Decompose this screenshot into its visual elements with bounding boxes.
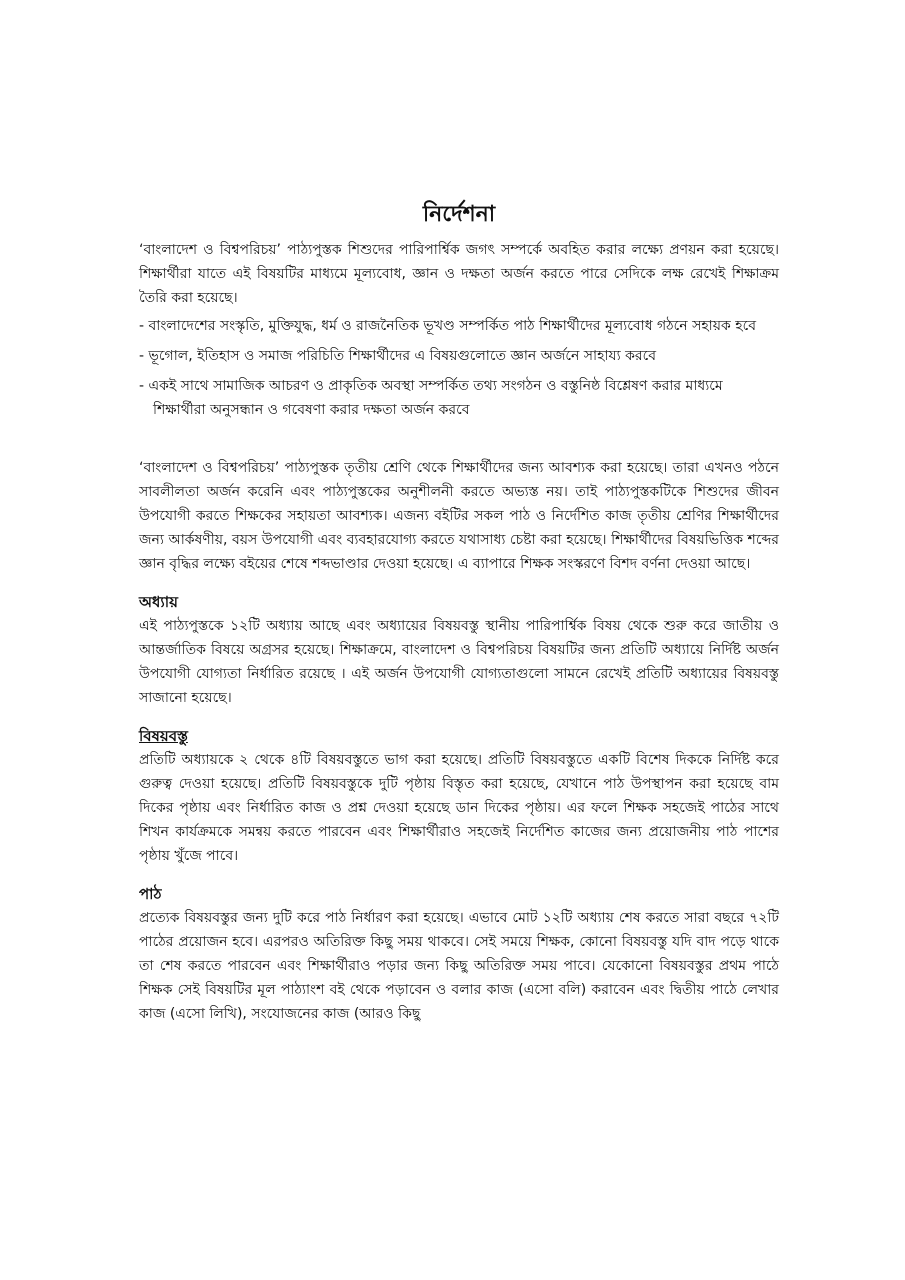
page-title: নির্দেশনা (422, 202, 496, 227)
list-item: - বাংলাদেশের সংস্কৃতি, মুক্তিযুদ্ধ, ধর্ম ও রাজনৈতিক ভূখণ্ড সম্পর্কিত পাঠ শিক্ষার্থীদের মূল্যবোধ গঠনে সহায়ক হবে (139, 318, 757, 334)
spacer (139, 428, 779, 456)
list-item: - একই সাথে সামাজিক আচরণ ও প্রাকৃতিক অবস্থা সম্পর্কিত তথ্য সংগঠন ও বস্তুনিষ্ঠ বিশ্লেষণ করার মাধ্যমে শিক্ষার্থীরা অনুসন্ধান ও গবেষণা করার দক্ষতা অর্জন করবে (139, 378, 723, 418)
section-heading-lesson: পাঠ (139, 885, 162, 903)
section-text-chapter: এই পাঠ্যপুস্তকে ১২টি অধ্যায় আছে এবং অধ্যায়ের বিষয়বস্তু স্থানীয় পারিপার্শ্বিক বিষয় থেকে শুরু করে জাতীয় ও আন্তর্জাতিক বিষয়ে অগ্রসর হয়েছে। শিক্ষাক্রমে, বাংলাদেশ ও বিশ্বপরিচয় বিষয়টির জন্য প্রতিটি অধ্যায়ে নির্দিষ্ট অর্জন উপযোগী যোগ্যতা নির্ধারিত রয়েছে । এই অর্জন উপযোগী যোগ্যতাগুলো সামনে রেখেই প্রতিটি অধ্যায়ের বিষয়বস্তু সাজানো হয়েছে। (139, 618, 779, 706)
section-text-lesson: প্রত্যেক বিষয়বস্তুর জন্য দুটি করে পাঠ নির্ধারণ করা হয়েছে। এভাবে মোট ১২টি অধ্যায় শেষ করতে সারা বছরে ৭২টি পাঠের প্রয়োজন হবে। এরপরও অতিরিক্ত কিছু সময় থাকবে। সেই সময়ে শিক্ষক, কোনো বিষয়বস্তু যদি বাদ পড়ে থাকে তা শেষ করতে পারবেন এবং শিক্ষার্থীরাও পড়ার জন্য কিছু অতিরিক্ত সময় পাবে। যেকোনো বিষয়বস্তুর প্রথম পাঠে শিক্ষক সেই বিষয়টির মূল পাঠ্যাংশ বই থেকে পড়াবেন ও বলার কাজ (এসো বলি) করাবেন এবং দ্বিতীয় পাঠে লেখার কাজ (এসো লিখি), সংযোজনের কাজ (আরও কিছু (139, 910, 779, 1022)
section-heading-chapter: অধ্যায় (139, 593, 178, 611)
instructions-page (139, 200, 779, 1026)
intro-paragraph: ‘বাংলাদেশ ও বিশ্বপরিচয়’ পাঠ্যপুস্তক শিশুদের পারিপার্শ্বিক জগৎ সম্পর্কে অবহিত করার লক্ষ্যে প্রণয়ন করা হয়েছে। শিক্ষার্থীরা যাতে এই বিষয়টির মাধ্যমে মূল্যবোধ, জ্ঞান ও দক্ষতা অর্জন করতে পারে সেদিকে লক্ষ রেখেই শিক্ষাক্রম তৈরি করা হয়েছে। (139, 242, 779, 306)
list-item: - ভূগোল, ইতিহাস ও সমাজ পরিচিতি শিক্ষার্থীদের এ বিষয়গুলোতে জ্ঞান অর্জনে সাহায্য করবে (139, 348, 657, 364)
objectives-list (139, 314, 779, 422)
section-heading-content: বিষয়বস্তু (139, 727, 188, 745)
textbook-paragraph: ‘বাংলাদেশ ও বিশ্বপরিচয়’ পাঠ্যপুস্তক তৃতীয় শ্রেণি থেকে শিক্ষার্থীদের জন্য আবশ্যক করা হয়েছে। তারা এখনও পঠনে সাবলীলতা অর্জন করেনি এবং পাঠ্যপুস্তকের অনুশীলনী করতে অভ্যস্ত নয়। তাই পাঠ্যপুস্তকটিকে শিশুদের জীবন উপযোগী করতে শিক্ষকের সহায়তা আবশ্যক। এজন্য বইটির সকল পাঠ ও নির্দেশিত কাজ তৃতীয় শ্রেণির শিক্ষার্থীদের জন্য আর্কষণীয়, বয়স উপযোগী এবং ব্যবহারযোগ্য করতে যথাসাধ্য চেষ্টা করা হয়েছে। শিক্ষার্থীদের বিষয়ভিত্তিক শব্দের জ্ঞান বৃদ্ধির লক্ষ্যে বইয়ের শেষে শব্দভাণ্ডার দেওয়া হয়েছে। এ ব্যাপারে শিক্ষক সংস্করণে বিশদ বর্ণনা দেওয়া আছে। (139, 460, 779, 572)
section-text-content: প্রতিটি অধ্যায়কে ২ থেকে ৪টি বিষয়বস্তুতে ভাগ করা হয়েছে। প্রতিটি বিষয়বস্তুতে একটি বিশেষ দিককে নির্দিষ্ট করে গুরুত্ব দেওয়া হয়েছে। প্রতিটি বিষয়বস্তুকে দুটি পৃষ্ঠায় বিস্তৃত করা হয়েছে, যেখানে পাঠ উপস্থাপন করা হয়েছে বাম দিকের পৃষ্ঠায় এবং নির্ধারিত কাজ ও প্রশ্ন দেওয়া হয়েছে ডান দিকের পৃষ্ঠায়। এর ফলে শিক্ষক সহজেই পাঠের সাথে শিখন কার্যক্রমকে সমন্বয় করতে পারবেন এবং শিক্ষার্থীরাও সহজেই নির্দেশিত কাজের জন্য প্রয়োজনীয় পাঠ পাশের পৃষ্ঠায় খুঁজে পাবে। (139, 752, 779, 864)
